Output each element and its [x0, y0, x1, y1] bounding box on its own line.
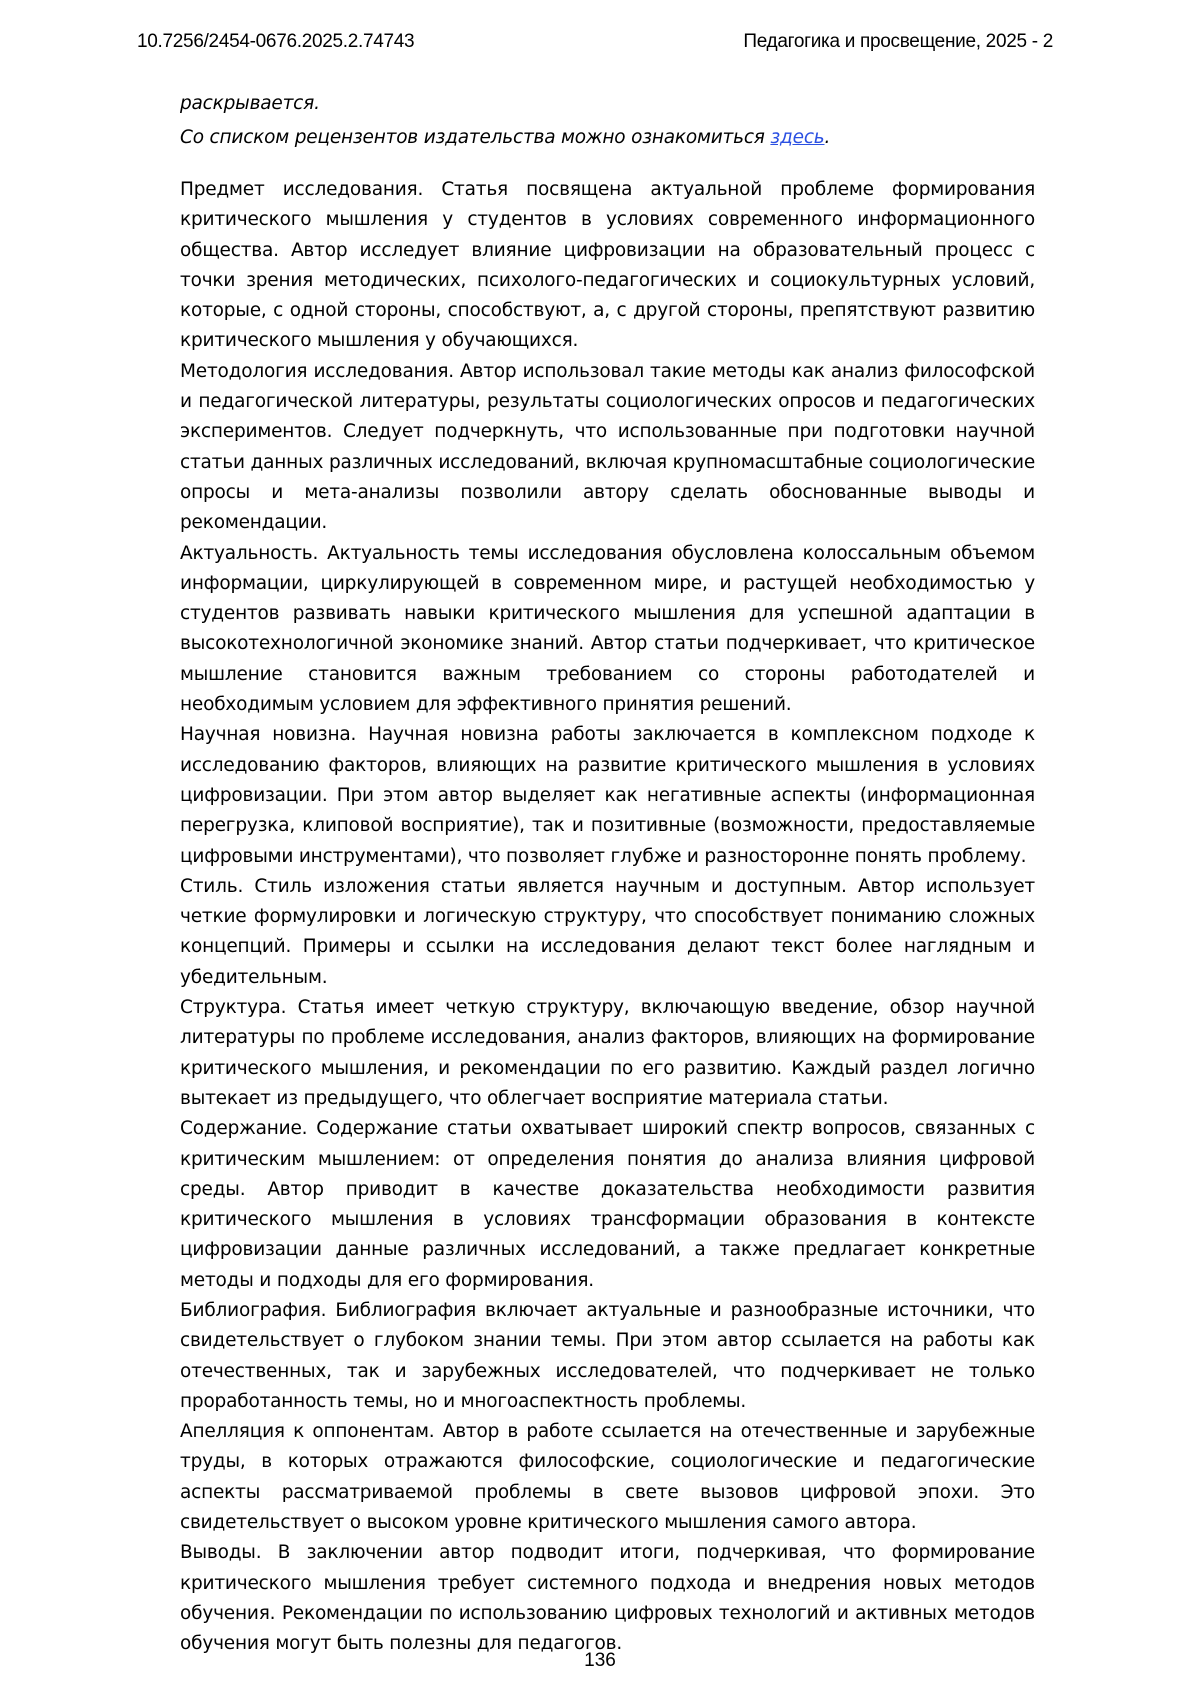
paragraph-conclusions: Выводы. В заключении автор подводит итоги, подчеркивая, что формирование критического мышления требует системного подхода и внедрения новых методов обучения. Рекомендации по использованию цифровых технологий и активных методов обучения могут быть полезны для педагогов.	[180, 1542, 1035, 1655]
intro-line-2-text: Со списком рецензентов издательства можно ознакомиться	[180, 127, 771, 148]
review-body	[180, 175, 1035, 1660]
intro-line-2-period: .	[824, 127, 831, 148]
page-footer	[0, 1650, 1200, 1672]
paragraph-relevance: Актуальность. Актуальность темы исследования обусловлена колоссальным объемом информации, циркулирующей в современном мире, и растущей необходимостью у студентов развивать навыки критического мышления для успешной адаптации в высокотехнологичной экономике знаний. Автор статьи подчеркивает, что критическое мышление становится важным требованием со стороны работодателей и необходимым условием для эффективного принятия решений.	[180, 542, 1035, 716]
paragraph-methodology: Методология исследования. Автор использовал такие методы как анализ философской и педагогической литературы, результаты социологических опросов и педагогических экспериментов. Следует подчеркнуть, что использованные при подготовки научной статьи данных различных исследований, включая крупномасштабные социологические опросы и мета-анализы позволили автору сделать обоснованные выводы и рекомендации.	[180, 360, 1035, 534]
review-intro	[180, 87, 1035, 155]
paragraph-appeal-to-opponents: Апелляция к оппонентам. Автор в работе ссылается на отечественные и зарубежные труды, в которых отражаются философские, социологические и педагогические аспекты рассматриваемой проблемы в свете вызовов цифровой эпохи. Это свидетельствует о высоком уровне критического мышления самого автора.	[180, 1421, 1035, 1534]
page-number: 136	[584, 1650, 616, 1671]
paragraph-novelty: Научная новизна. Научная новизна работы заключается в комплексном подходе к исследованию факторов, влияющих на развитие критического мышления в условиях цифровизации. При этом автор выделяет как негативные аспекты (информационная перегрузка, клиповой восприятие), так и позитивные (возможности, предоставляемые цифровыми инструментами), что позволяет глубже и разносторонне понять проблему.	[180, 724, 1035, 867]
paragraph-content: Содержание. Содержание статьи охватывает широкий спектр вопросов, связанных с критическим мышлением: от определения понятия до анализа влияния цифровой среды. Автор приводит в качестве доказательства необходимости развития критического мышления в условиях трансформации образования в контексте цифровизации данные различных исследований, а также предлагает конкретные методы и подходы для его формирования.	[180, 1118, 1035, 1291]
intro-line-2	[180, 121, 1035, 155]
page-header	[0, 0, 1200, 53]
intro-line-1: раскрывается.	[180, 93, 320, 114]
paragraph-style: Стиль. Стиль изложения статьи является научным и доступным. Автор использует четкие формулировки и логическую структуру, что способствует пониманию сложных концепций. Примеры и ссылки на исследования делают текст более наглядным и убедительным.	[180, 875, 1035, 988]
paragraph-bibliography: Библиография. Библиография включает актуальные и разнообразные источники, что свидетельствует о глубоком знании темы. При этом автор ссылается на работы как отечественных, так и зарубежных исследователей, что подчеркивает не только проработанность темы, но и многоаспектность проблемы.	[180, 1299, 1035, 1412]
journal-title: Педагогика и просвещение, 2025 - 2	[743, 31, 1053, 52]
paragraph-subject: Предмет исследования. Статья посвящена актуальной проблеме формирования критического мышления у студентов в условиях современного информационного общества. Автор исследует влияние цифровизации на образовательный процесс с точки зрения методических, психолого-педагогических и социокультурных условий, которые, с одной стороны, способствуют, а, с другой стороны, препятствуют развитию критического мышления у обучающихся.	[180, 179, 1035, 352]
reviewers-list-link[interactable]: здесь	[770, 127, 825, 148]
paragraph-structure: Структура. Статья имеет четкую структуру, включающую введение, обзор научной литературы по проблеме исследования, анализ факторов, влияющих на формирование критического мышления, и рекомендации по его развитию. Каждый раздел логично вытекает из предыдущего, что облегчает восприятие материала статьи.	[180, 997, 1035, 1109]
doi-number: 10.7256/2454-0676.2025.2.74743	[137, 31, 415, 52]
